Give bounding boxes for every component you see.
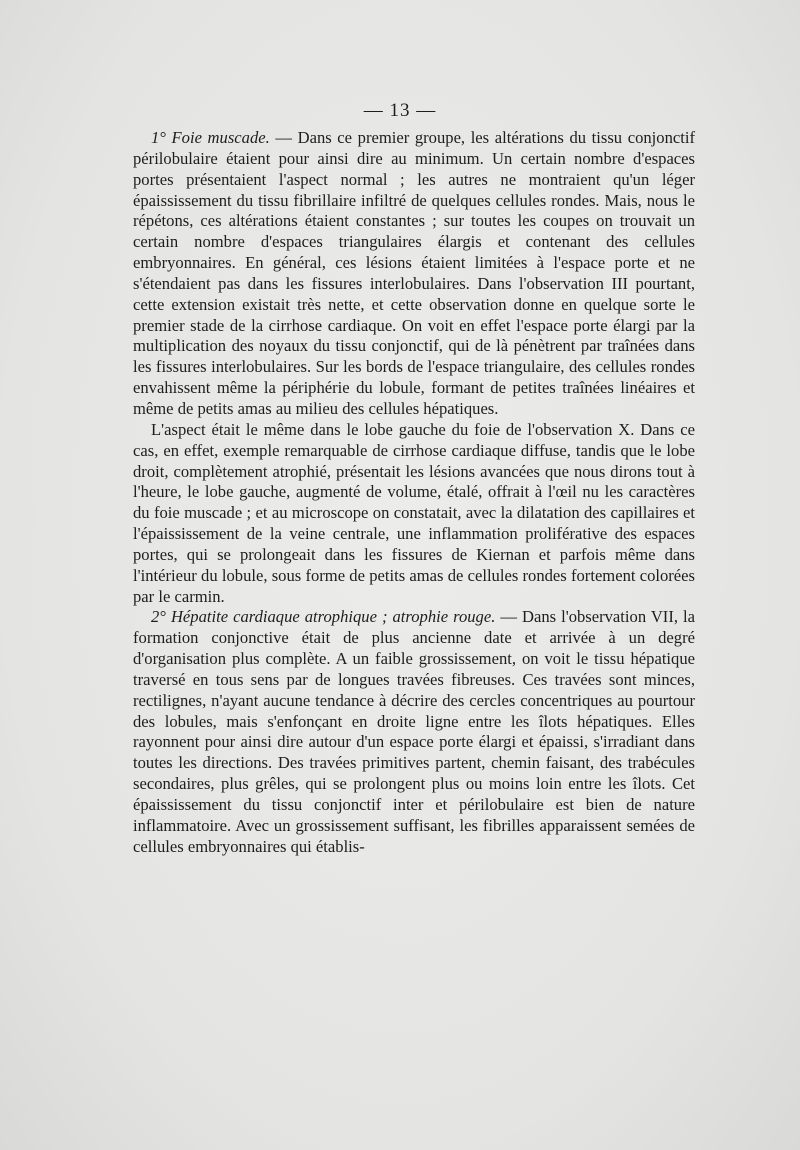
paragraph-3 xyxy=(133,607,695,857)
section-heading-2: 2° Hépatite cardiaque atrophique ; atrophie rouge. xyxy=(151,607,496,627)
body-text xyxy=(133,128,695,858)
section-heading-1: 1° Foie muscade. xyxy=(151,128,270,147)
paragraph-2-body: L'aspect était le même dans le lobe gauche du foie de l'observation X. Dans ce cas, en effet, exemple remarquable de cirrhose cardiaque diffuse, tandis que le lobe droit, complètement atrophié, présentait les lésions avancées que nous dirons tout à l'heure, le lobe gauche, augmenté de volume, étalé, offrait à l'œil nu les caractères du foie muscade ; et au microscope on constatait, avec la dilatation des capillaires et l'épaississement de la veine centrale, une inflammation proliférative des espaces portes, qui se prolongeait dans les fissures de Kiernan et parfois même dans l'intérieur du lobule, sous forme de petits amas de cellules rondes fortement colorées par le carmin. xyxy=(133,419,695,606)
page-number: — 13 — xyxy=(363,100,437,121)
paragraph-3-body: — Dans l'observation VII, la formation conjonctive était de plus ancienne date et arrivée à un degré d'organisation plus complète. A un faible grossissement, on voit le tissu hépatique traversé en tous sens par de longues travées fibreuses. Ces travées sont minces, rectilignes, n'ayant aucune tendance à décrire des cercles concentriques au pourtour des lobules, mais s'enfonçant en droite ligne entre les îlots hépatiques. Elles rayonnent pour ainsi dire autour d'un espace porte élargi et épaissi, s'irradiant dans toutes les directions. Des travées primitives partent, chemin faisant, des trabécules secondaires, plus grêles, qui se prolongent plus ou moins loin entre les îlots. Cet épaississement du tissu conjonctif inter et périlobulaire est bien de nature inflammatoire. Avec un grossissement suffisant, les fibrilles apparaissent semées de cellules embryonnaires qui établis- xyxy=(133,607,695,856)
paragraph-2 xyxy=(133,420,695,608)
paragraph-1-body: — Dans ce premier groupe, les altérations du tissu conjonctif périlobulaire étaient pour ainsi dire au minimum. Un certain nombre d'espaces portes présentaient l'aspect normal ; les autres ne montraient qu'un léger épaississement du tissu fibrillaire infiltré de quelques cellules rondes. Mais, nous le répétons, ces altérations étaient constantes ; sur toutes les coupes on trouvait un certain nombre d'espaces triangulaires élargis et contenant des cellules embryonnaires. En général, ces lésions étaient limitées à l'espace porte et ne s'étendaient pas dans les fissures interlobulaires. Dans l'observation III pourtant, cette extension existait très nette, et cette observation donne en quelque sorte le premier stade de la cirrhose cardiaque. On voit en effet l'espace porte élargi par la multiplication des noyaux du tissu conjonctif, qui de là pénètrent par traînées dans les fissures interlobulaires. Sur les bords de l'espace triangulaire, des cellules rondes envahissent même la périphérie du lobule, formant de petites traînées linéaires et même de petits amas au milieu des cellules hépatiques. xyxy=(133,128,695,418)
paragraph-1 xyxy=(133,128,695,420)
